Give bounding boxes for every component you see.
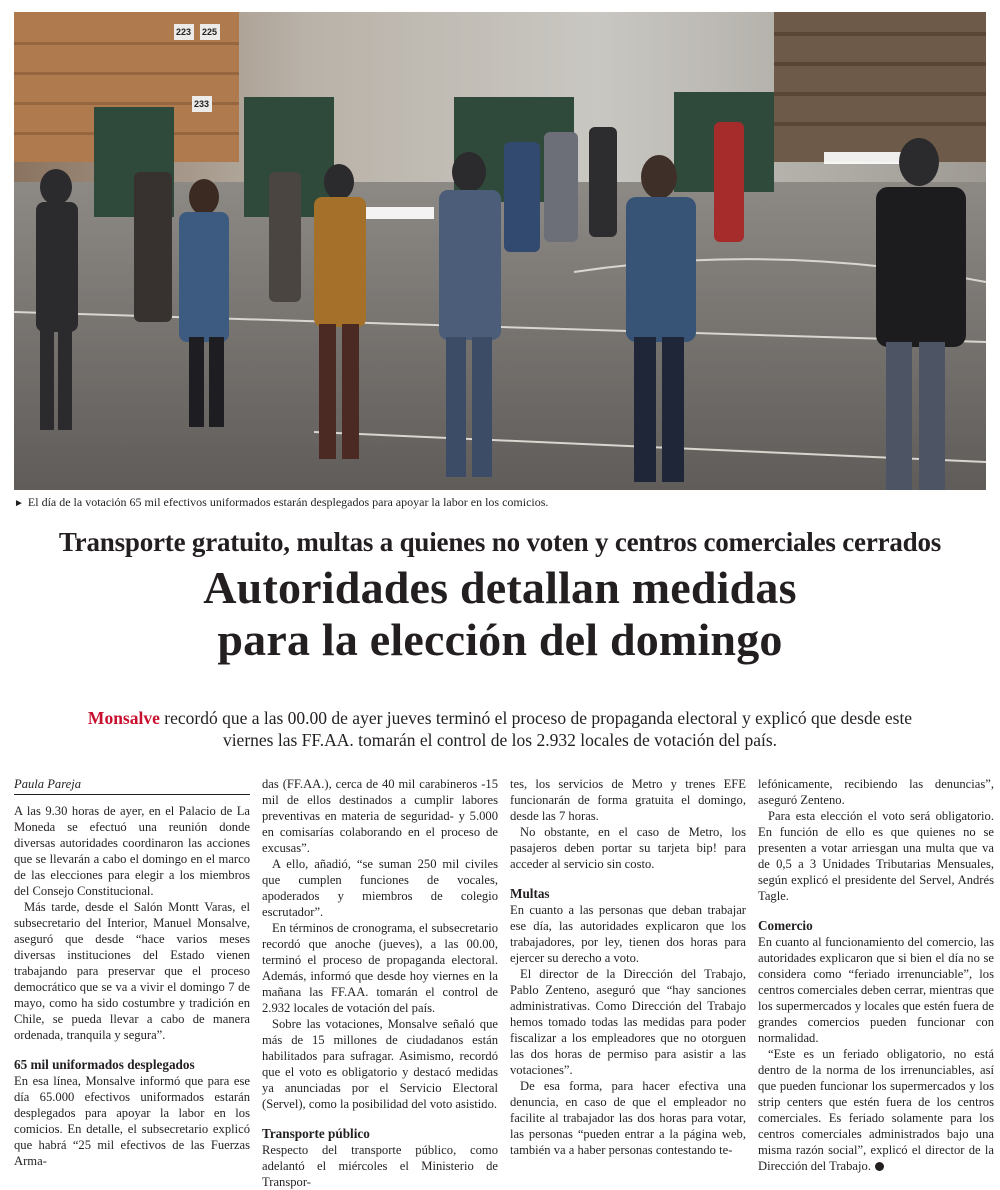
svg-text:233: 233	[194, 99, 210, 109]
body-column-1	[14, 776, 250, 1169]
paragraph: Respecto del transporte público, como adelantó el miércoles el Ministerio de Transpor-	[262, 1143, 498, 1189]
article-photo	[14, 12, 986, 490]
paragraph: En cuanto a las personas que deban trabajar ese día, las autoridades explicaron que los trabajadores, por ley, tienen dos horas para ejercer su derecho a voto.	[510, 903, 746, 965]
paragraph: De esa forma, para hacer efectiva una denuncia, en caso de que el empleador no facilite al trabajador las dos horas para votar, las personas “pueden entrar a la página web, también va a haber personas contestando te-	[510, 1079, 746, 1157]
paragraph: El director de la Dirección del Trabajo, Pablo Zenteno, aseguró que “hay sanciones administrativas. Como Dirección del Trabajo hemos tomado todas las medidas para poder fiscalizar a los empleadores que no otorguen las dos horas de permiso para asistir a las votaciones”.	[510, 967, 746, 1077]
headline-line-2: para la elección del domingo	[217, 614, 783, 665]
photo-caption	[14, 495, 986, 510]
caption-text: El día de la votación 65 mil efectivos uniformados estarán desplegados para apoyar la labor en los comicios.	[27, 495, 549, 509]
paragraph: lefónicamente, recibiendo las denuncias”, aseguró Zenteno.	[758, 777, 994, 807]
paragraph: A las 9.30 horas de ayer, en el Palacio de La Moneda se efectuó una reunión donde diversas autoridades coordinaron las acciones que se llevarán a cabo el domingo en el marco de las elecciones para elegir a los miembros del Consejo Constitucional.	[14, 804, 250, 898]
body-column-4	[758, 776, 994, 1174]
article-kicker: Transporte gratuito, multas a quienes no voten y centros comerciales cerrados	[58, 527, 942, 557]
paragraph: En cuanto al funcionamiento del comercio, las autoridades explicaron que si bien el día no se considera como “feriado irrenunciable”, los centros comerciales deben cerrar, mientras que los supermercados y locales que estén fuera de grandes comercios pueden funcionar con normalidad.	[758, 935, 994, 1045]
article-headline	[0, 562, 1000, 666]
subheading: Comercio	[758, 918, 813, 933]
end-mark-icon	[875, 1162, 884, 1171]
paragraph: das (FF.AA.), cerca de 40 mil carabineros -15 mil de ellos destinados a cumplir labores preventivas en materia de seguridad- y 5.000 en comisarías colaborando en el proceso de excusas”.	[262, 777, 498, 855]
caption-marker-icon: ►	[14, 498, 24, 509]
body-column-2	[262, 776, 498, 1190]
paragraph: En términos de cronograma, el subsecretario recordó que anoche (jueves), a las 00.00, terminó el proceso de propaganda electoral. Además, informó que desde hoy viernes en la mañana las FF.AA. tomarán el control de 2.932 locales de votación del país.	[262, 921, 498, 1015]
svg-text:225: 225	[202, 27, 218, 37]
svg-text:223: 223	[176, 27, 192, 37]
paragraph: Más tarde, desde el Salón Montt Varas, el subsecretario del Interior, Manuel Monsalve, aseguró que desde “hace varios meses diversas instituciones del Estado vienen trabajando para preservar que el proceso democrático que se va a vivir el domingo 7 de mayo, como ha sido costumbre y tradición en Chile, se pueda llevar a cabo de manera ordenada, tranquila y segura”.	[14, 900, 250, 1042]
byline: Paula Pareja	[14, 776, 250, 795]
paragraph: Para esta elección el voto será obligatorio. En función de ello es que quienes no se presenten a votar arriesgan una multa que va de 0,5 a 3 Unidades Tributarias Mensuales, según explicó el presidente del Servel, Andrés Tagle.	[758, 809, 994, 903]
paragraph: tes, los servicios de Metro y trenes EFE funcionarán de forma gratuita el domingo, desde las 7 horas.	[510, 777, 746, 823]
deck-highlight: Monsalve	[87, 708, 160, 728]
headline-line-1: Autoridades detallan medidas	[203, 562, 797, 613]
article-deck	[80, 707, 920, 751]
paragraph-text: “Este es un feriado obligatorio, no está dentro de la norma de los irrenunciables, así que pueden funcionar los supermercados y los strip centers que estén fuera de los centros comerciales. Es feriado solamente para los centros comerciales administrados bajo una misma razón social”, explicó el director de la Dirección del Trabajo.	[758, 1047, 994, 1173]
subheading: Multas	[510, 886, 550, 901]
paragraph: Sobre las votaciones, Monsalve señaló que más de 15 millones de ciudadanos están habilitados para sufragar. Asimismo, recordó que el voto es obligatorio y destacó medidas ya anunciadas por el Servicio Electoral (Servel), como la posibilidad del voto asistido.	[262, 1017, 498, 1111]
paragraph: En esa línea, Monsalve informó que para ese día 65.000 efectivos uniformados estarán desplegados para apoyar la labor en los comicios. En detalle, el subsecretario explicó que habrá “25 mil efectivos de las Fuerzas Arma-	[14, 1074, 250, 1168]
paragraph: No obstante, en el caso de Metro, los pasajeros deben portar su tarjeta bip! para acceder al servicio sin costo.	[510, 825, 746, 871]
photo-illustration	[14, 12, 986, 490]
subheading: Transporte público	[262, 1126, 370, 1141]
subheading: 65 mil uniformados desplegados	[14, 1057, 195, 1072]
body-column-3	[510, 776, 746, 1158]
paragraph	[758, 1046, 994, 1174]
deck-text: recordó que a las 00.00 de ayer jueves terminó el proceso de propaganda electoral y explicó que desde este viernes las FF.AA. tomarán el control de los 2.932 locales de votación del país.	[159, 708, 913, 750]
paragraph: A ello, añadió, “se suman 250 mil civiles que cumplen funciones de vocales, apoderados y miembros de colegio escrutador”.	[262, 857, 498, 919]
